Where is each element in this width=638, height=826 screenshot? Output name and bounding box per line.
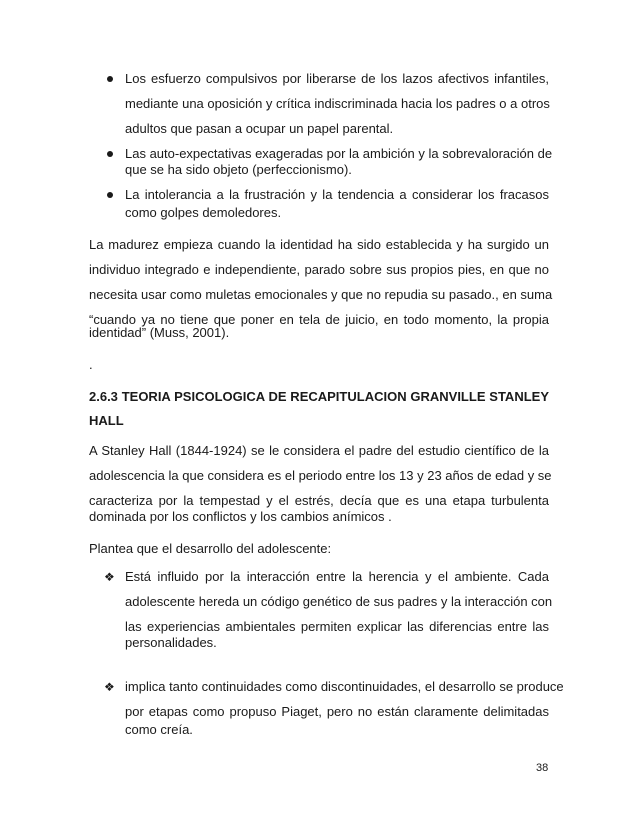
bullet-icon — [107, 151, 113, 157]
paragraph-line: La madurez empieza cuando la identidad ha sido establecida y ha surgido un — [89, 237, 549, 252]
diamond-bullet-icon: ❖ — [104, 680, 115, 694]
bullet-icon — [107, 192, 113, 198]
list-item-line: mediante una oposición y crítica indiscriminada hacia los padres o a otros — [125, 96, 550, 111]
paragraph-line: caracteriza por la tempestad y el estrés, decía que es una etapa turbulenta — [89, 493, 549, 508]
list-item-line: como golpes demoledores. — [125, 205, 282, 220]
paragraph-line: necesita usar como muletas emocionales y que no repudia su pasado., en suma — [89, 287, 553, 302]
list-item-line: personalidades. — [125, 635, 217, 650]
list-item-line: Está influido por la interacción entre la herencia y el ambiente. Cada — [125, 569, 549, 584]
list-item-line: adultos que pasan a ocupar un papel parental. — [125, 121, 394, 136]
paragraph-line: “cuando ya no tiene que poner en tela de juicio, en todo momento, la propia — [89, 312, 549, 327]
paragraph-line: identidad” (Muss, 2001). — [89, 325, 230, 340]
section-heading-line: HALL — [89, 413, 124, 428]
diamond-bullet-icon: ❖ — [104, 570, 115, 584]
stray-dot: . — [89, 357, 93, 372]
list-item-line: implica tanto continuidades como discontinuidades, el desarrollo se produce — [125, 679, 564, 694]
list-item-line: que se ha sido objeto (perfeccionismo). — [125, 162, 352, 177]
paragraph-line: individuo integrado e independiente, parado sobre sus propios pies, en que no — [89, 262, 549, 277]
list-item-line: adolescente hereda un código genético de sus padres y la interacción con — [125, 594, 553, 609]
list-item-line: La intolerancia a la frustración y la tendencia a considerar los fracasos — [125, 187, 549, 202]
list-item-line: Los esfuerzo compulsivos por liberarse de los lazos afectivos infantiles, — [125, 71, 549, 86]
list-item-line: como creía. — [125, 722, 193, 737]
paragraph-line: dominada por los conflictos y los cambios anímicos . — [89, 509, 392, 524]
paragraph-line: adolescencia la que considera es el periodo entre los 13 y 23 años de edad y se — [89, 468, 552, 483]
paragraph-intro: Plantea que el desarrollo del adolescente: — [89, 541, 332, 556]
bullet-icon — [107, 76, 113, 82]
page-number: 38 — [536, 762, 549, 774]
paragraph-line: A Stanley Hall (1844-1924) se le considera el padre del estudio científico de la — [89, 443, 549, 458]
section-heading-line: 2.6.3 TEORIA PSICOLOGICA DE RECAPITULACION GRANVILLE STANLEY — [89, 389, 549, 404]
list-item-line: por etapas como propuso Piaget, pero no están claramente delimitadas — [125, 704, 549, 719]
list-item-line: las experiencias ambientales permiten explicar las diferencias entre las — [125, 619, 549, 634]
list-item-line: Las auto-expectativas exageradas por la ambición y la sobrevaloración de — [125, 146, 553, 161]
